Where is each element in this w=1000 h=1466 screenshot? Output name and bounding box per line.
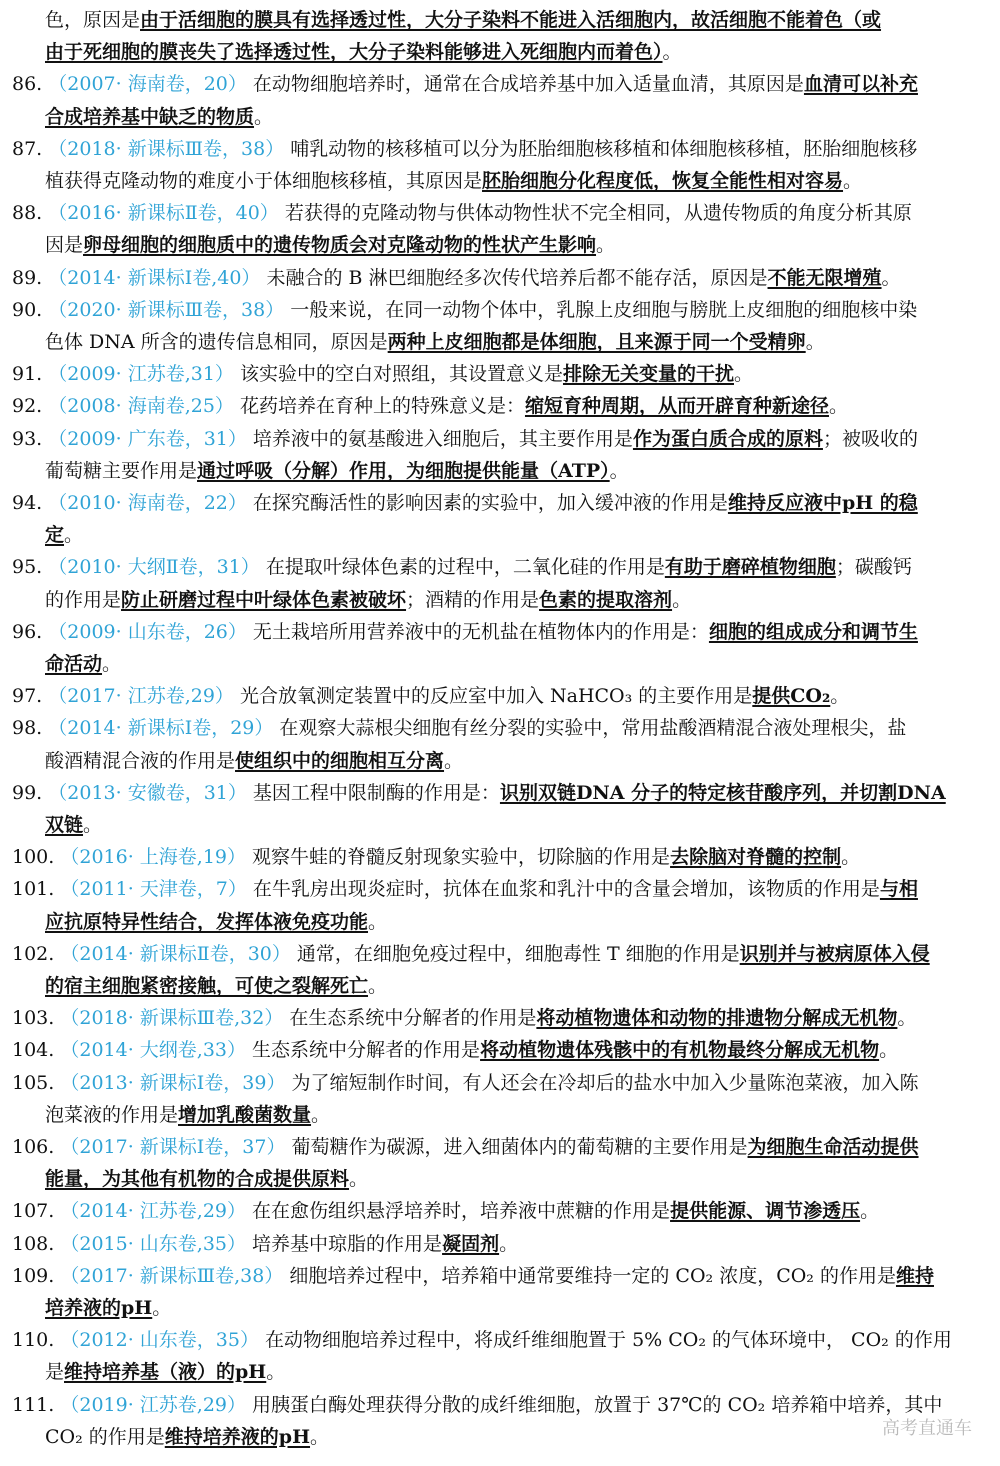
text-line-continuation: [0, 101, 1000, 133]
answer-text: 应抗原特异性结合，发挥体液免疫功能: [45, 910, 369, 933]
question-number: 108.: [12, 1232, 61, 1255]
question-text: 生态系统中分解者的作用是: [246, 1039, 481, 1062]
answer-text: 细胞的组成成分和调节生: [708, 620, 918, 643]
question-text: 通常，在细胞免疫过程中，细胞毒性 T 细胞的作用是: [290, 942, 740, 965]
text-line-continuation: [0, 1421, 1000, 1453]
exam-source: （2015· 山东卷,35）: [60, 1232, 247, 1255]
question-text: 。: [881, 266, 901, 289]
question-number: 107.: [12, 1200, 61, 1223]
answer-text: 维持培养液的pH: [164, 1425, 311, 1448]
answer-text: 防止研磨过程中叶绿体色素被破坏: [121, 588, 407, 611]
question-text: ；酒精的作用是: [406, 588, 540, 611]
question-number: 102.: [12, 942, 61, 965]
question-number: 86.: [12, 73, 49, 96]
text-line-continuation: [0, 455, 1000, 487]
answer-text: 能量，为其他有机物的合成提供原料: [45, 1168, 350, 1191]
question-text: 未融合的 B 淋巴细胞经多次传代培养后都不能存活，原因是: [260, 266, 768, 289]
question-text: 若获得的克隆动物与供体动物性状不完全相同，从遗传物质的角度分析其原: [278, 202, 912, 225]
question-text: 。: [254, 105, 274, 128]
question-text: 该实验中的空白对照组，其设置意义是: [233, 363, 563, 386]
question-line: [0, 680, 1000, 712]
question-number: 110.: [12, 1329, 61, 1352]
answer-text: 合成培养基中缺乏的物质: [45, 105, 255, 128]
question-text: 。: [830, 685, 850, 708]
question-line: [0, 133, 1000, 165]
question-text: 。: [879, 1039, 899, 1062]
answer-text: 作为蛋白质合成的原料: [632, 427, 823, 450]
question-text: 为了缩短制作时间，有人还会在冷却后的盐水中加入少量陈泡菜液，加入陈: [285, 1071, 919, 1094]
question-text: 。: [609, 459, 629, 482]
answer-text: 不能无限增殖: [767, 266, 882, 289]
question-text: 。: [733, 363, 753, 386]
text-line-continuation: [0, 745, 1000, 777]
answer-text: 两种上皮细胞都是体细胞，且来源于同一个受精卵: [387, 331, 806, 353]
question-number: 89.: [12, 266, 49, 289]
question-text: 在在愈伤组织悬浮培养时，培养液中蔗糖的作用是: [246, 1200, 671, 1223]
question-text: 。: [805, 331, 825, 353]
question-text: 哺乳动物的核移植可以分为胚胎细胞核移植和体细胞核移植，胚胎细胞核移: [284, 137, 918, 160]
question-number: 87.: [12, 137, 49, 160]
question-line: [0, 390, 1000, 422]
exam-source: （2017· 江苏卷,29）: [48, 685, 234, 708]
question-text: 用胰蛋白酶处理获得分散的成纤维细胞，放置于 37℃的 CO₂ 培养箱中培养，其中: [246, 1393, 943, 1416]
text-line-continuation: [0, 326, 1000, 358]
text-line-continuation: [0, 1356, 1000, 1388]
question-text: 。: [83, 814, 103, 836]
answer-text: 通过呼吸（分解）作用，为细胞提供能量（ATP）: [197, 459, 610, 482]
question-text: 。: [672, 588, 692, 611]
question-text: 。: [266, 1361, 286, 1384]
question-line: [0, 1260, 1000, 1292]
text-line-continuation: [0, 809, 1000, 841]
question-text: 葡萄糖主要作用是: [45, 459, 198, 482]
question-line: [0, 777, 1000, 809]
answer-text: 胚胎细胞分化程度低，恢复全能性相对容易: [482, 170, 844, 192]
exam-source: （2012· 山东卷，35）: [60, 1329, 259, 1352]
question-text: 。: [444, 749, 464, 772]
question-line: [0, 712, 1000, 744]
answer-text: 色素的提取溶剂: [539, 588, 673, 611]
exam-source: （2014· 新课标Ⅰ卷,40）: [48, 266, 261, 289]
question-text: 观察牛蛙的脊髓反射现象实验中，切除脑的作用是: [246, 846, 671, 869]
question-line: [0, 197, 1000, 229]
exam-source: （2014· 江苏卷,29）: [60, 1200, 247, 1223]
exam-source: （2014· 新课标Ⅱ卷，30）: [60, 942, 291, 965]
question-text: 基因工程中限制酶的作用是：: [246, 781, 500, 804]
exam-source: （2010· 海南卷，22）: [48, 492, 247, 514]
question-text: 细胞培养过程中，培养箱中通常要维持一定的 CO₂ 浓度，CO₂ 的作用是: [283, 1264, 896, 1287]
question-line: [0, 873, 1000, 905]
exam-source: （2010· 大纲Ⅱ卷，31）: [48, 556, 260, 579]
question-text: 色，原因是: [45, 9, 141, 31]
question-line: [0, 1195, 1000, 1227]
question-line: [0, 68, 1000, 100]
question-number: 93.: [12, 427, 49, 450]
question-number: 103.: [12, 1007, 61, 1030]
question-text: 培养基中琼脂的作用是: [246, 1232, 443, 1255]
answer-text: 为细胞生命活动提供: [747, 1136, 919, 1158]
question-text: 。: [841, 846, 861, 869]
text-line-continuation: [0, 584, 1000, 616]
answer-text: 有助于磨碎植物细胞: [664, 556, 836, 579]
text-line-continuation: [0, 906, 1000, 938]
answer-text: 识别并与被病原体入侵: [739, 942, 930, 965]
answer-text: 由于死细胞的膜丧失了选择透过性，大分子染料能够进入死细胞内而着色）: [45, 41, 663, 64]
question-line: [0, 1389, 1000, 1421]
answer-text: 维持反应液中pH 的稳: [727, 492, 918, 514]
answer-text: 去除脑对脊髓的控制: [670, 846, 842, 869]
exam-source: （2007· 海南卷，20）: [48, 73, 247, 96]
question-text: 因是: [45, 234, 84, 257]
question-number: 109.: [12, 1264, 61, 1287]
text-line-continuation: [0, 648, 1000, 680]
text-line-continuation: [0, 229, 1000, 261]
question-line: [0, 841, 1000, 873]
question-text: 植获得克隆动物的难度小于体细胞核移植，其原因是: [45, 170, 483, 192]
question-text: 色体 DNA 所含的遗传信息相同，原因是: [45, 331, 388, 353]
exam-source: （2017· 新课标Ⅰ卷，37）: [60, 1136, 286, 1158]
answer-text: 缩短育种周期，从而开辟育种新途径: [524, 395, 829, 418]
question-text: 。: [368, 975, 388, 997]
question-number: 91.: [12, 363, 49, 386]
answer-text: 提供能源、调节渗透压: [670, 1200, 861, 1223]
question-number: 95.: [12, 556, 49, 579]
question-text: 酸酒精混合液的作用是: [45, 749, 236, 772]
question-text: 。: [596, 234, 616, 257]
answer-text: 增加乳酸菌数量: [178, 1103, 312, 1126]
question-line: [0, 938, 1000, 970]
question-text: 。: [843, 170, 863, 192]
question-text: 光合放氧测定装置中的反应室中加入 NaHCO₃ 的主要作用是: [233, 685, 753, 708]
question-text: 花药培养在育种上的特殊意义是：: [233, 395, 525, 418]
exam-source: （2009· 山东卷，26）: [48, 620, 247, 643]
exam-source: （2014· 新课标Ⅰ卷，29）: [48, 717, 274, 740]
question-line: [0, 262, 1000, 294]
question-number: 99.: [12, 781, 49, 804]
question-text: 培养液中的氨基酸进入细胞后，其主要作用是: [246, 427, 633, 450]
question-text: 在动物细胞培养过程中，将成纤维细胞置于 5% CO₂ 的气体环境中， CO₂ 的作用: [258, 1329, 952, 1352]
question-number: 92.: [12, 395, 49, 418]
question-line: [0, 1324, 1000, 1356]
question-text: 。: [368, 910, 388, 933]
question-number: 97.: [12, 685, 49, 708]
question-line: [0, 1002, 1000, 1034]
text-line-continuation: [0, 1292, 1000, 1324]
question-line: [0, 1131, 1000, 1163]
question-text: 在探究酶活性的影响因素的实验中，加入缓冲液的作用是: [246, 492, 728, 514]
question-line: [0, 294, 1000, 326]
text-line-continuation: [0, 970, 1000, 1002]
question-number: 98.: [12, 717, 49, 740]
question-number: 90.: [12, 298, 49, 321]
question-text: 。: [662, 41, 682, 64]
exam-source: （2009· 江苏卷,31）: [48, 363, 234, 386]
question-number: 96.: [12, 620, 49, 643]
question-text: 。: [349, 1168, 369, 1191]
question-text: 。: [828, 395, 848, 418]
question-text: 在提取叶绿体色素的过程中，二氧化硅的作用是: [259, 556, 665, 579]
question-text: 葡萄糖作为碳源，进入细菌体内的葡萄糖的主要作用是: [285, 1136, 748, 1158]
question-text: 。: [311, 1103, 331, 1126]
question-text: 的作用是: [45, 588, 122, 611]
question-number: 88.: [12, 202, 49, 225]
text-line-continuation: [0, 4, 1000, 36]
exam-source: （2013· 安徽卷，31）: [48, 781, 247, 804]
text-line-continuation: [0, 1099, 1000, 1131]
question-line: [0, 1228, 1000, 1260]
exam-source: （2009· 广东卷，31）: [48, 427, 247, 450]
answer-text: 由于活细胞的膜具有选择透过性，大分子染料不能进入活细胞内，故活细胞不能着色（或: [140, 9, 882, 31]
question-line: [0, 487, 1000, 519]
question-line: [0, 616, 1000, 648]
exam-source: （2011· 天津卷，7）: [60, 878, 247, 901]
question-line: [0, 1034, 1000, 1066]
answer-text: 将动植物遗体和动物的排遗物分解成无机物: [536, 1007, 898, 1030]
question-text: CO₂ 的作用是: [45, 1425, 165, 1448]
question-text: 。: [152, 1297, 172, 1319]
exam-source: （2016· 新课标Ⅱ卷，40）: [48, 202, 279, 225]
exam-source: （2018· 新课标Ⅲ卷，38）: [48, 137, 285, 160]
answer-text: 识别双链DNA 分子的特定核苷酸序列，并切割DNA: [499, 781, 946, 804]
answer-text: 卵母细胞的细胞质中的遗传物质会对克隆动物的性状产生影响: [83, 234, 597, 257]
answer-text: 的宿主细胞紧密接触，可使之裂解死亡: [45, 975, 369, 997]
question-line: [0, 551, 1000, 583]
watermark: 高考直通车: [882, 1418, 972, 1439]
question-text: 在观察大蒜根尖细胞有丝分裂的实验中，常用盐酸酒精混合液处理根尖，盐: [273, 717, 907, 740]
question-number: 104.: [12, 1039, 61, 1062]
question-text: 泡菜液的作用是: [45, 1103, 179, 1126]
text-line-continuation: [0, 165, 1000, 197]
question-number: 106.: [12, 1136, 61, 1158]
question-number: 101.: [12, 878, 61, 901]
answer-text: 提供CO₂: [752, 685, 831, 708]
question-text: 。: [64, 524, 84, 547]
answer-text: 双链: [45, 814, 84, 836]
answer-text: 血清可以补充: [803, 73, 918, 96]
question-number: 105.: [12, 1071, 61, 1094]
answer-text: 凝固剂: [442, 1232, 500, 1255]
question-line: [0, 1067, 1000, 1099]
exam-source: （2008· 海南卷,25）: [48, 395, 234, 418]
question-number: 94.: [12, 492, 49, 514]
question-number: 111.: [12, 1393, 61, 1416]
text-line-continuation: [0, 1163, 1000, 1195]
answer-text: 命活动: [45, 653, 103, 675]
exam-source: （2014· 大纲卷,33）: [60, 1039, 247, 1062]
question-text: 在生态系统中分解者的作用是: [283, 1007, 537, 1030]
answer-text: 定: [45, 524, 65, 547]
question-text: 无土栽培所用营养液中的无机盐在植物体内的作用是：: [246, 620, 709, 643]
question-text: 一般来说，在同一动物个体中，乳腺上皮细胞与膀胱上皮细胞的细胞核中染: [284, 298, 918, 321]
text-line-continuation: [0, 36, 1000, 68]
answer-text: 维持: [895, 1264, 934, 1287]
question-text: 是: [45, 1361, 65, 1384]
exam-source: （2020· 新课标Ⅲ卷，38）: [48, 298, 285, 321]
exam-source: （2013· 新课标Ⅰ卷，39）: [60, 1071, 286, 1094]
exam-source: （2017· 新课标Ⅲ卷,38）: [60, 1264, 284, 1287]
exam-source: （2018· 新课标Ⅲ卷,32）: [60, 1007, 284, 1030]
question-text: 。: [310, 1425, 330, 1448]
answer-text: 使组织中的细胞相互分离: [235, 749, 445, 772]
question-text: 。: [897, 1007, 917, 1030]
answer-text: 维持培养基（液）的pH: [64, 1361, 267, 1384]
exam-source: （2019· 江苏卷,29）: [60, 1393, 247, 1416]
answer-text: 培养液的pH: [45, 1297, 153, 1319]
answer-text: 将动植物遗体残骸中的有机物最终分解成无机物: [480, 1039, 880, 1062]
question-text: ；碳酸钙: [835, 556, 912, 579]
question-line: [0, 358, 1000, 390]
question-text: 。: [860, 1200, 880, 1223]
question-text: 在动物细胞培养时，通常在合成培养基中加入适量血清，其原因是: [246, 73, 804, 96]
answer-text: 与相: [879, 878, 918, 901]
question-number: 100.: [12, 846, 61, 869]
question-text: ；被吸收的: [822, 427, 918, 450]
question-text: 在牛乳房出现炎症时，抗体在血浆和乳汁中的含量会增加，该物质的作用是: [246, 878, 880, 901]
exam-source: （2016· 上海卷,19）: [60, 846, 247, 869]
question-text: 。: [499, 1232, 519, 1255]
question-text: 。: [102, 653, 122, 675]
answer-text: 排除无关变量的干扰: [562, 363, 734, 386]
question-line: [0, 423, 1000, 455]
text-line-continuation: [0, 519, 1000, 551]
